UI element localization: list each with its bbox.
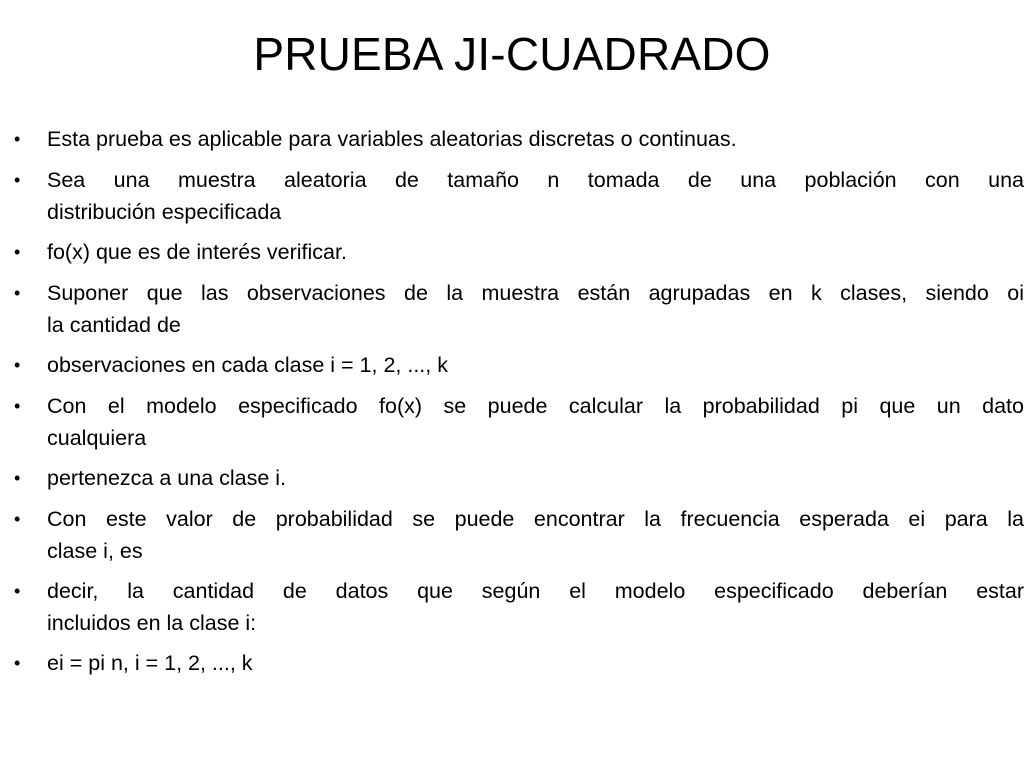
bullet-text: [47, 123, 1024, 155]
bullet-text: [47, 462, 1024, 494]
bullet-icon: •: [14, 509, 21, 529]
bullet-list: [14, 123, 1024, 688]
bullet-item: [14, 647, 1024, 679]
bullet-icon: •: [14, 129, 21, 149]
bullet-icon: •: [14, 170, 21, 190]
bullet-line: Esta prueba es aplicable para variables aleatorias discretas o continuas.: [47, 127, 737, 151]
bullet-item: [14, 390, 1024, 454]
bullet-icon: •: [14, 283, 21, 303]
bullet-item: [14, 164, 1024, 228]
bullet-item: [14, 277, 1024, 341]
bullet-item: [14, 236, 1024, 268]
bullet-line: Con el modelo especificado fo(x) se puede calcular la probabilidad pi que un dato: [47, 394, 1024, 418]
bullet-line: ei = pi n, i = 1, 2, ..., k: [47, 651, 253, 675]
bullet-icon: •: [14, 355, 21, 375]
bullet-text: [47, 236, 1024, 268]
bullet-line: fo(x) que es de interés verificar.: [47, 240, 347, 264]
bullet-item: [14, 462, 1024, 494]
bullet-line: distribución especificada: [47, 200, 282, 224]
bullet-line: Sea una muestra aleatoria de tamaño n tomada de una población con una: [47, 168, 1024, 192]
bullet-line: incluidos en la clase i:: [47, 611, 257, 635]
bullet-text: [47, 390, 1024, 454]
bullet-icon: •: [14, 242, 21, 262]
bullet-line: decir, la cantidad de datos que según el modelo especificado deberían estar: [47, 579, 1024, 603]
slide-title: PRUEBA JI-CUADRADO: [253, 28, 771, 80]
bullet-item: [14, 349, 1024, 381]
bullet-text: [47, 277, 1024, 341]
bullet-item: [14, 575, 1024, 639]
bullet-icon: •: [14, 396, 21, 416]
bullet-line: cualquiera: [47, 426, 147, 450]
bullet-icon: •: [14, 468, 21, 488]
bullet-item: [14, 503, 1024, 567]
bullet-icon: •: [14, 653, 21, 673]
bullet-line: Con este valor de probabilidad se puede encontrar la frecuencia esperada ei para la: [47, 507, 1024, 531]
bullet-text: [47, 164, 1024, 228]
bullet-line: Suponer que las observaciones de la muestra están agrupadas en k clases, siendo oi: [47, 281, 1024, 305]
bullet-text: [47, 503, 1024, 567]
bullet-line: pertenezca a una clase i.: [47, 466, 287, 490]
bullet-line: clase i, es: [47, 539, 143, 563]
bullet-line: la cantidad de: [47, 313, 181, 337]
bullet-icon: •: [14, 581, 21, 601]
bullet-item: [14, 123, 1024, 155]
bullet-text: [47, 349, 1024, 381]
bullet-text: [47, 575, 1024, 639]
bullet-line: observaciones en cada clase i = 1, 2, ..., k: [47, 353, 448, 377]
bullet-text: [47, 647, 1024, 679]
